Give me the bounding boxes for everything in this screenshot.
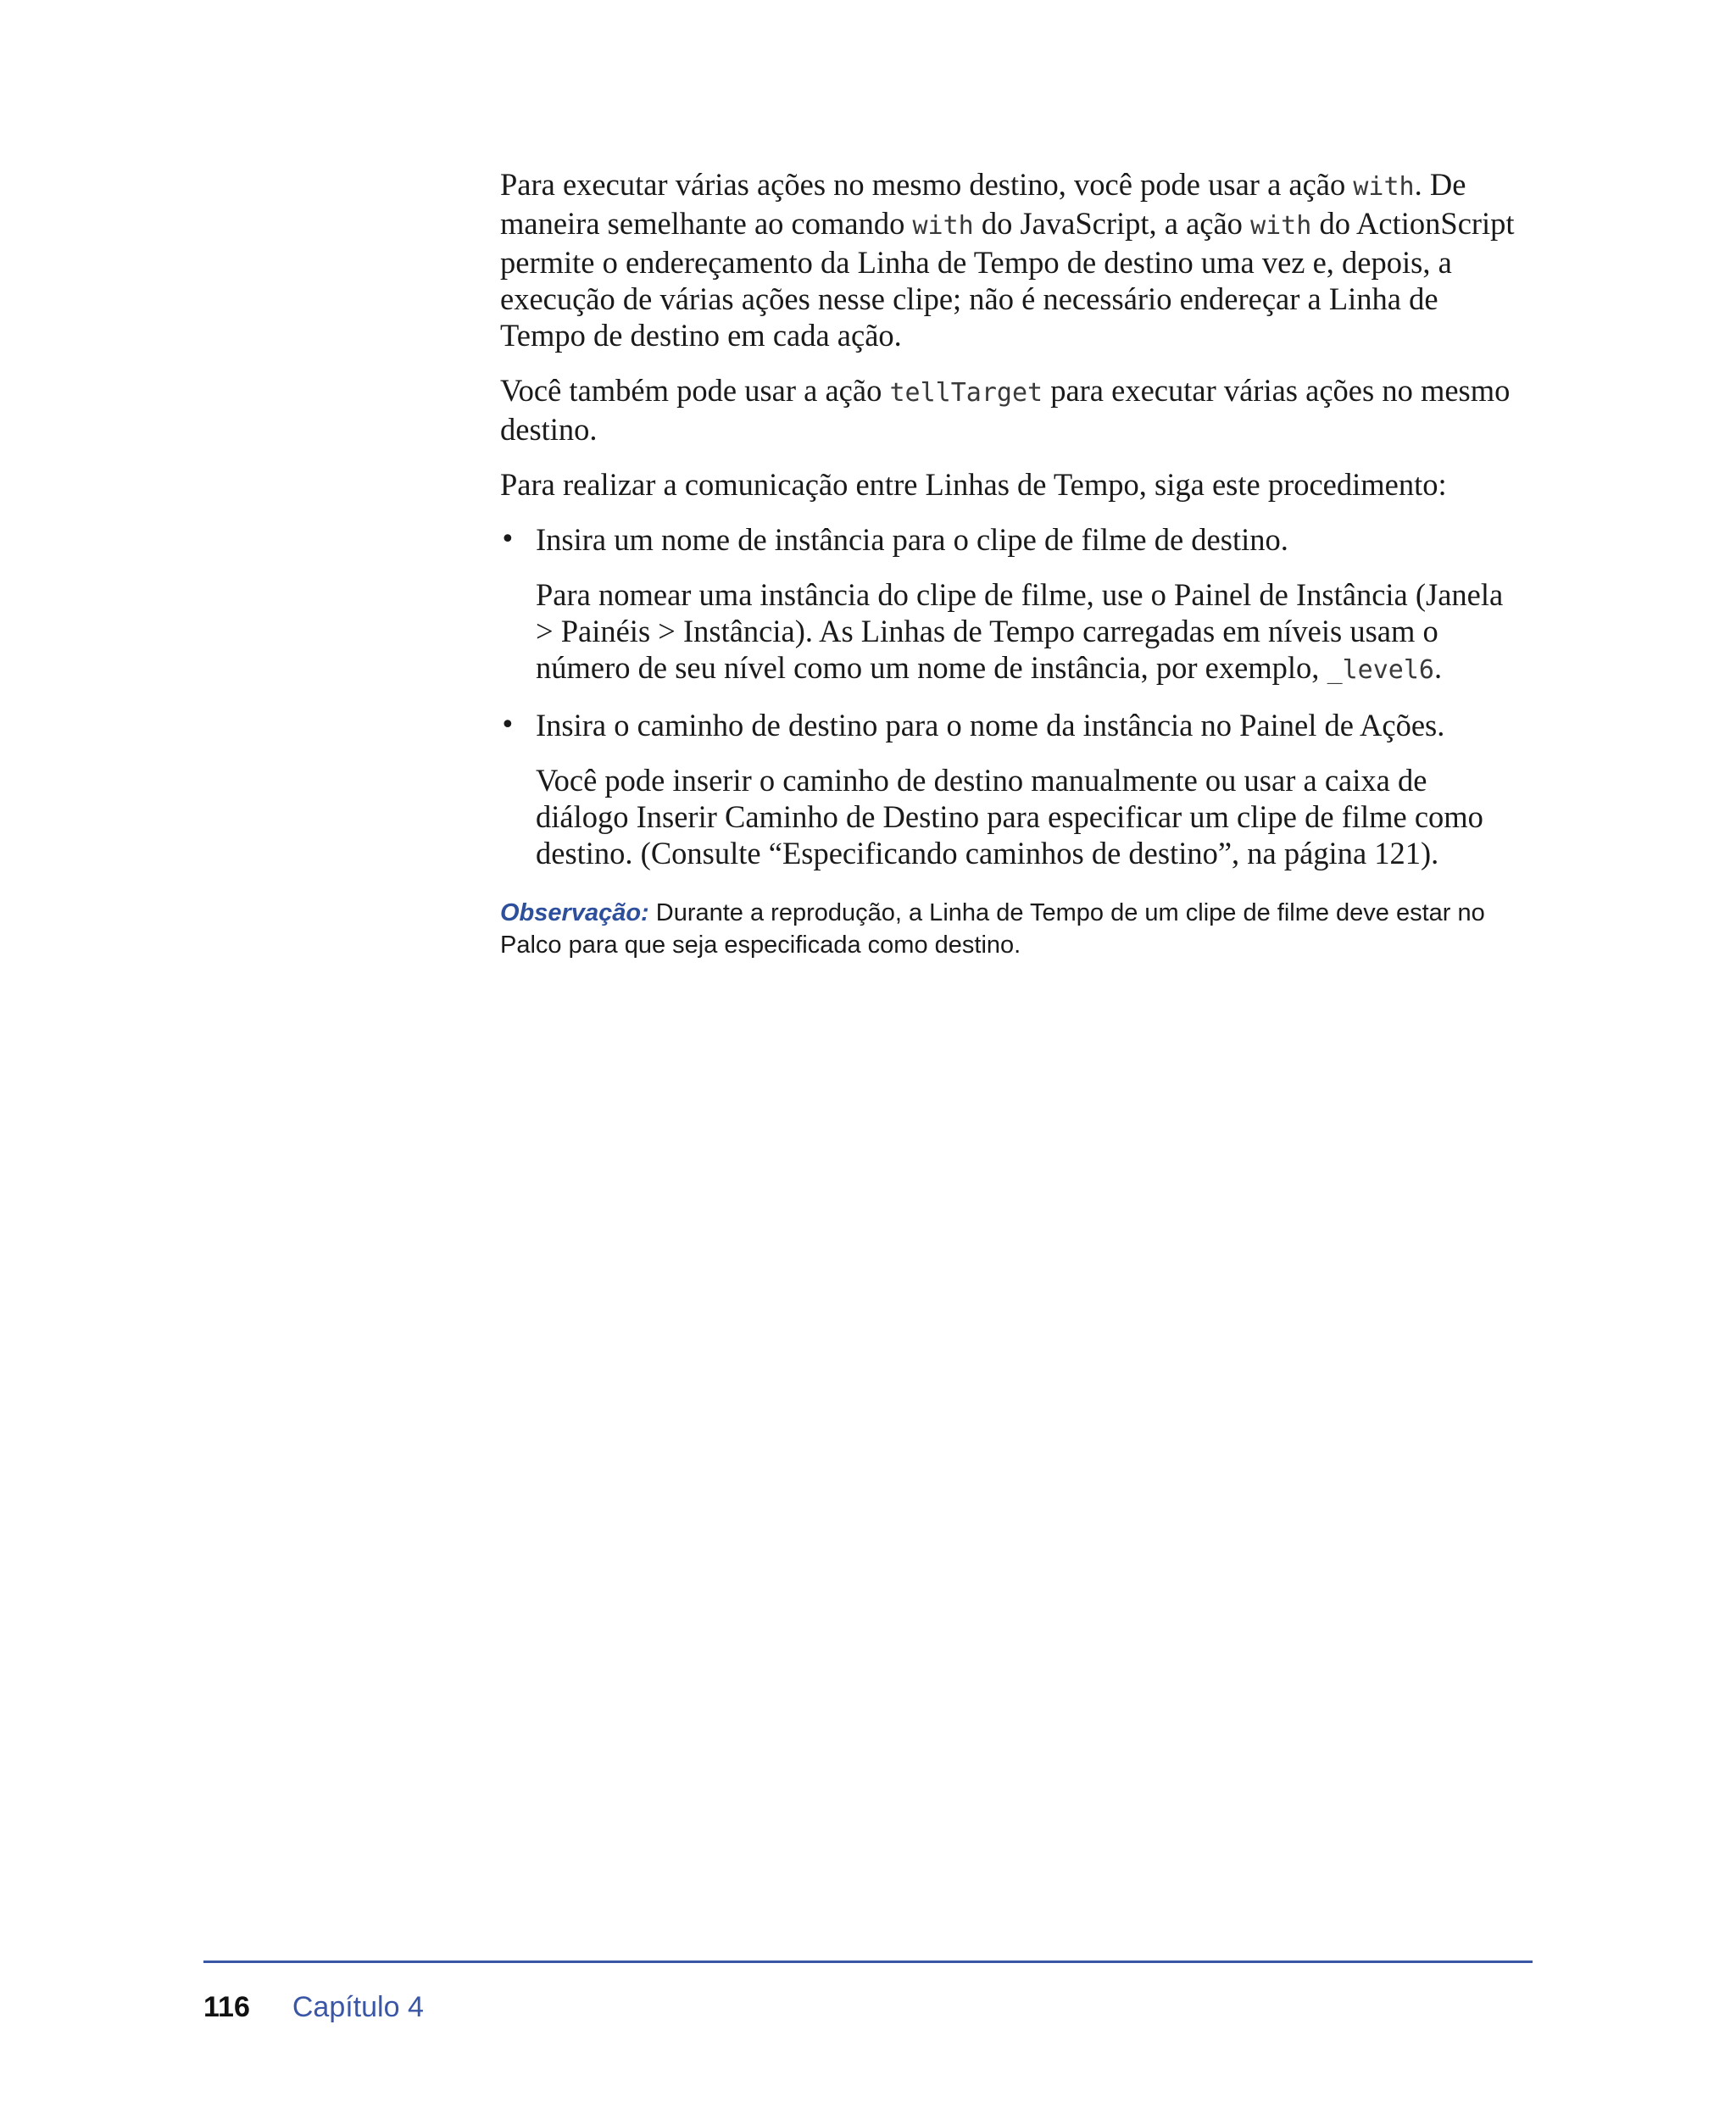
bullet-detail-instance-name: [500, 576, 1517, 688]
note-label: Observação:: [500, 899, 649, 926]
code-with: with: [1250, 211, 1312, 241]
paragraph-with-action: [500, 166, 1517, 353]
text-segment: do JavaScript, a ação: [973, 206, 1251, 241]
page-footer: [203, 1990, 424, 2024]
bullet-detail-target-path: Você pode inserir o caminho de destino manualmente ou usar a caixa de diálogo Inserir Caminho de Destino para especificar um clipe de filme como destino. (Consulte “Especificando caminhos de destino”, na página 121).: [536, 763, 1483, 870]
footer-divider: [203, 1960, 1533, 1963]
paragraph-procedure-intro: Para realizar a comunicação entre Linhas de Tempo, siga este procedimento:: [500, 467, 1447, 502]
bullet-icon: •: [500, 525, 515, 554]
text-segment: Você também pode usar a ação: [500, 373, 890, 408]
code-with: with: [1353, 172, 1415, 202]
text-segment: . De maneira semelhante ao comando: [500, 167, 1466, 241]
note: [500, 897, 1517, 961]
text-segment: Para nomear uma instância do clipe de filme, use o Painel de Instância (Janela > Painéis > Instância). As Linhas de Tempo carregadas em níveis usam o número de seu nível como um nome de instância, por exemplo,: [536, 577, 1504, 685]
bullet-text: Insira um nome de instância para o clipe de filme de destino.: [536, 522, 1288, 557]
text-segment: .: [1434, 650, 1443, 685]
chapter-label: Capítulo 4: [292, 1991, 424, 2023]
bullet-item-instance-name: [500, 521, 1517, 558]
code-telltarget: tellTarget: [889, 378, 1043, 408]
page-number: 116: [203, 1991, 250, 2023]
text-segment: Para executar várias ações no mesmo destino, você pode usar a ação: [500, 167, 1354, 202]
bullet-icon: •: [500, 710, 515, 740]
note-text: Durante a reprodução, a Linha de Tempo de um clipe de filme deve estar no Palco para que seja especificada como destino.: [500, 899, 1485, 959]
paragraph-telltarget: [500, 372, 1517, 448]
text-segment: para executar várias ações no mesmo destino.: [500, 373, 1511, 447]
bullet-text: Insira o caminho de destino para o nome da instância no Painel de Ações.: [536, 708, 1445, 742]
page-body: [500, 166, 1517, 986]
text-segment: do ActionScript permite o endereçamento da Linha de Tempo de destino uma vez e, depois, a execução de várias ações nesse clipe; não é necessário endereçar a Linha de Tempo de destino em cada ação.: [500, 206, 1515, 353]
code-level6: _level6: [1327, 655, 1434, 685]
bullet-item-target-path: [500, 707, 1517, 743]
code-with: with: [912, 211, 974, 241]
